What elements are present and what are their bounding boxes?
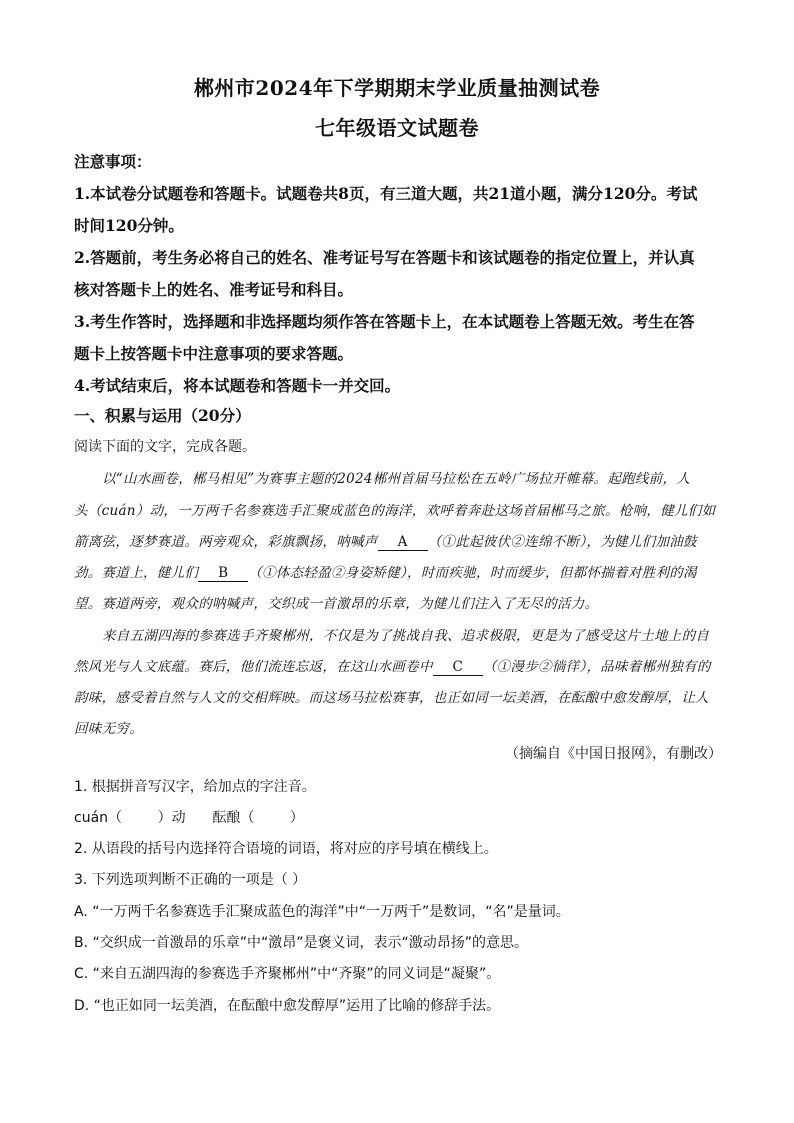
passage-text: （①体态轻盈②身姿矫健），时而疾驰，时而缓步，但都怀揣着对胜利的渴 xyxy=(248,565,697,581)
passage-p1-line4 xyxy=(74,561,724,582)
question-3: 3. 下列选项判断不正确的一项是（ ） xyxy=(74,872,307,888)
question-1: 1. 根据拼音写汉字，给加点的字注音。 xyxy=(74,779,316,795)
notice-item-3a: 3.考生作答时，选择题和非选择题均须作答在答题卡上，在本试题卷上答题无效。考生在答 xyxy=(74,312,695,331)
exam-title: 郴州市2024年下学期期末学业质量抽测试卷 xyxy=(193,76,601,100)
passage-text: 劲。赛道上，健儿们 xyxy=(74,565,199,581)
exam-subtitle: 七年级语文试题卷 xyxy=(315,116,479,140)
blank-a: A xyxy=(378,534,428,551)
passage-p1-line2: 头（cuán）动，一万两千名参赛选手汇聚成蓝色的海洋，欢呼着奔赴这场首届郴马之旅。枪响，健儿们如 xyxy=(74,503,716,519)
section-heading: 一、积累与运用（20分） xyxy=(74,406,251,425)
passage-p2-line2 xyxy=(74,655,724,676)
notice-item-1b: 时间120分钟。 xyxy=(74,216,184,235)
passage-p2-line1: 来自五湖四海的参赛选手齐聚郴州，不仅是为了挑战自我、追求极限，更是为了感受这片土地上的自 xyxy=(102,628,710,644)
passage-text: 箭离弦，逐梦赛道。两旁观众，彩旗飘扬，呐喊声 xyxy=(74,534,378,550)
notice-item-2a: 2.答题前，考生务必将自己的姓名、准考证号写在答题卡和该试题卷的指定位置上，并认真 xyxy=(74,248,695,267)
option-b: B. “交织成一首激昂的乐章”中“激昂”是褒义词，表示“激动昂扬”的意思。 xyxy=(74,935,529,951)
blank-b: B xyxy=(198,565,248,582)
passage-p1-line3 xyxy=(74,530,724,551)
passage-text: 然风光与人文底蕴。赛后，他们流连忘返，在这山水画卷中 xyxy=(74,659,433,675)
passage-p2-line3: 韵味，感受着自然与人文的交相辉映。而这场马拉松赛事，也正如同一坛美酒，在酝酿中愈发醇厚，让人 xyxy=(74,690,709,706)
notice-item-2b: 核对答题卡上的姓名、准考证号和科目。 xyxy=(74,280,354,299)
passage-p1-line5: 望。赛道两旁，观众的呐喊声，交织成一首激昂的乐章，为健儿们注入了无尽的活力。 xyxy=(74,596,599,612)
notice-item-1a: 1.本试卷分试题卷和答题卡。试题卷共8页，有三道大题，共21道小题，满分120分。考试 xyxy=(74,184,698,203)
blank-c: C xyxy=(433,659,483,676)
passage-p1-line1: 以“山水画卷，郴马相见”为赛事主题的2024郴州首届马拉松在五岭广场拉开帷幕。起跑线前，人 xyxy=(102,471,691,487)
notice-item-3b: 题卡上按答题卡中注意事项的要求答题。 xyxy=(74,344,354,363)
passage-text: （①漫步②徜徉），品味着郴州独有的 xyxy=(482,659,711,675)
passage-p2-line4: 回味无穷。 xyxy=(74,721,143,737)
question-2: 2. 从语段的括号内选择符合语境的词语，将对应的序号填在横线上。 xyxy=(74,841,498,857)
passage-source: （摘编自《中国日报网》，有删改） xyxy=(505,746,722,762)
option-c: C. “来自五湖四海的参赛选手齐聚郴州”中“齐聚”的同义词是“凝聚”。 xyxy=(74,966,501,982)
notice-item-4: 4.考试结束后，将本试题卷和答题卡一并交回。 xyxy=(74,376,401,395)
option-a: A. “一万两千名参赛选手汇聚成蓝色的海洋”中“一万两千”是数词，“名”是量词。 xyxy=(74,904,570,920)
question-1-fill: cuán（ ）动 酝酿（ ） xyxy=(74,810,304,826)
option-d: D. “也正如同一坛美酒，在酝酿中愈发醇厚”运用了比喻的修辞手法。 xyxy=(74,998,501,1014)
section-instruction: 阅读下面的文字，完成各题。 xyxy=(74,439,256,455)
passage-text: （①此起彼伏②连绵不断），为健儿们加油鼓 xyxy=(427,534,697,550)
notice-heading: 注意事项： xyxy=(74,152,152,171)
